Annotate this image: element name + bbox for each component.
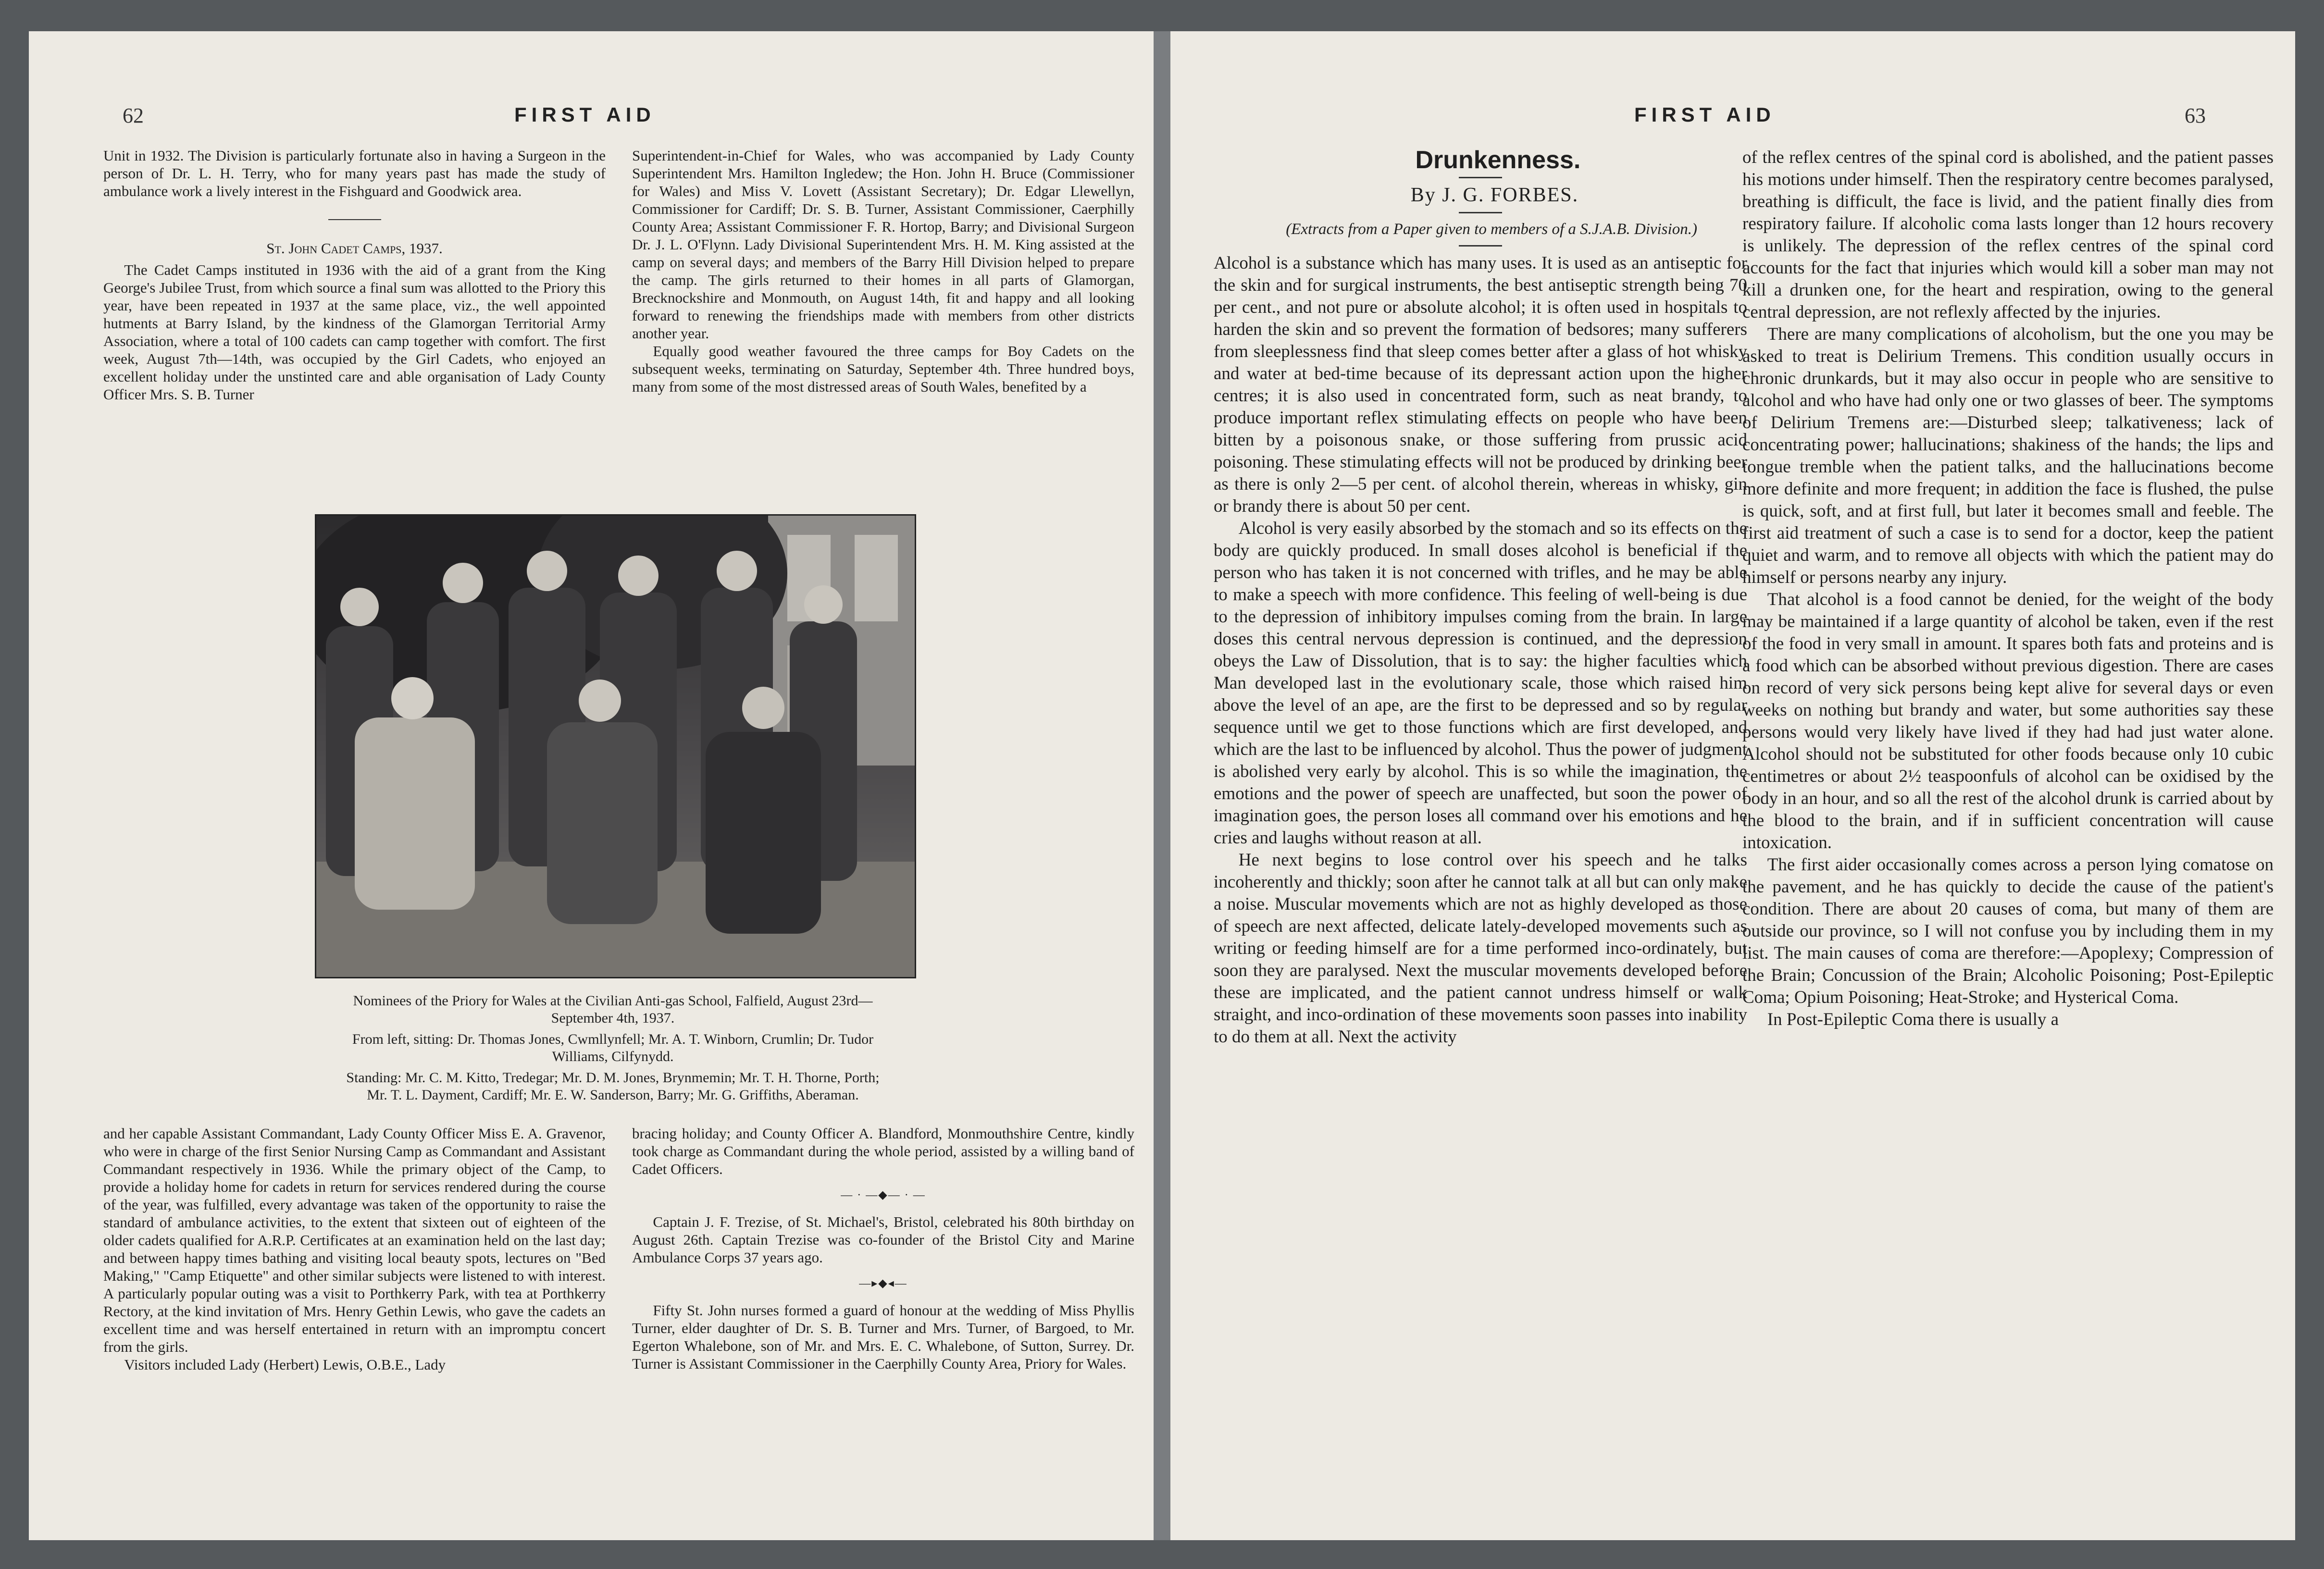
article-column-2: [1742, 147, 2274, 1031]
paragraph: Alcohol is a substance which has many uses. It is used as an antiseptic for the skin and for surgical instruments, the best antiseptic strength being 70 per cent., and not pure or absolute alcohol; it is often used in hospitals to harden the skin and so prevent the formation of bedsores; many sufferers from sleeplessness find that sleep comes better after a glass of hot whisky and water at bed-time because of its depressant action upon the higher centres; it is also used in concentrated form, such as neat brandy, to produce important reflex stimulating effects on people who have been bitten by a poisonous snake, or those suffering from prussic acid poisoning. These stimulating effects will not be produced by drinking beer as there is only 2—5 per cent. of alcohol therein, whereas in whisky, gin or brandy there is about 50 per cent.: [1214, 253, 1747, 516]
paragraph: He next begins to lose control over his speech and he talks incoherently and thickly; soon after he cannot talk at all but can only make a noise. Muscular movements which are not as highly developed as those of speech are next affected, delicate lately-developed movements such as writing or feeding himself are for a time performed inco-ordinately, but soon they are paralysed. Next the muscular movements developed before these are implicated, and the patient cannot undress himself or walk straight, and inco-ordination of these movements soon passes into inability to do them at all. Next the activity: [1214, 850, 1747, 1047]
paragraph: In Post-Epileptic Coma there is usually a: [1767, 1010, 2059, 1029]
group-photo-image: [316, 516, 915, 977]
paragraph: Alcohol is very easily absorbed by the stomach and so its effects on the body are quickly produced. In small doses alcohol is beneficial if the person who has taken it is not concerned with trifles, and he may be able to make a speech with more confidence. This feeling of well-being is due to the depression of inhibitory impulses coming from the brain. In large doses this central nervous depression is continued, and the depression obeys the Law of Dissolution, that is to say: the higher faculties which Man developed last in the evolutionary scale, those which raised him above the level of an ape, are the first to be depressed and so by regular sequence until we get to those functions which are first developed, and which are the last to be influenced by alcohol. Thus the power of judgment is abolished very early by alcohol. This is so while the imagination, the emotions and the power of speech are unaffected, but soon the power of imagination goes, the person loses all command over his emotions and he cries and laughs without reason at all.: [1214, 519, 1747, 848]
article-byline: By J. G. FORBES.: [1410, 184, 1579, 206]
article-column-1: [1214, 146, 1747, 1048]
paragraph: The Cadet Camps instituted in 1936 with the aid of a grant from the King George's Jubilee Trust, from which source a final sum was allotted to the Priory this year, have been repeated in 1937 at the same place, viz., the well appointed hutments at Barry Island, by the kindness of the Glamorgan Territorial Army Association, where a total of 100 cadets can camp together with comfort. The first week, August 7th—14th, was occupied by the Girl Cadets, who enjoyed an excellent holiday under the unstinted care and able organisation of Lady County Officer Mrs. S. B. Turner: [103, 261, 606, 403]
paragraph: Superintendent-in-Chief for Wales, who was accompanied by Lady County Superintendent Mrs. Hamilton Ingledew; the Hon. John H. Bruce (Commissioner for Wales) and Miss V. Lovett (Assistant Secretary); Dr. Edgar Llewellyn, Commissioner for Cardiff; Dr. S. B. Turner, Assistant Commissioner, Caerphilly County Area; Assistant Commissioner F. R. Hortop, Barry; and Divisional Surgeon Dr. J. L. O'Flynn. Lady Divisional Superintendent Mrs. H. M. King assisted at the camp on several days; and members of the Barry Hill Division helped to prepare the camp. The girls returned to their homes in all parts of Glamorgan, Brecknockshire and Monmouth, on August 14th, fit and happy and all looking forward to renewing the friendships made with members from other districts another year.: [632, 147, 1134, 342]
extract-note: (Extracts from a Paper given to members of a S.J.A.B. Division.): [1286, 221, 1697, 238]
section-heading: St. John Cadet Camps, 1937.: [266, 240, 443, 257]
paragraph: That alcohol is a food cannot be denied, for the weight of the body may be maintained if a large quantity of alcohol be taken, even if the rest of the food in very small in amount. It spares both fats and proteins and is a food which can be absorbed without previous digestion. There are cases on record of very sick persons being kept alive for several days or even weeks on nothing but brandy and water, but some authorities say these persons would very likely have lived if they had had just water alone. Alcohol should not be substituted for other foods because only 10 cubic centimetres or about 2½ teaspoonfuls of alcohol can be oxidised by the body in an hour, and so all the rest of the alcohol drunk is carried about by the blood to the brain, and if in sufficient concentration will cause intoxication.: [1742, 590, 2274, 852]
article-title: Drunkenness.: [1415, 146, 1581, 174]
paragraph: Unit in 1932. The Division is particularly fortunate also in having a Surgeon in the person of Dr. L. H. Terry, who for many years past has made the study of ambulance work a lively interest in the Fishguard and Goodwick area.: [103, 147, 606, 199]
byline-rule: [1459, 212, 1502, 213]
paragraph: The first aider occasionally comes across a person lying comatose on the pavement, and he has quickly to decide the cause of the patient's condition. There are about 20 causes of coma, but many of them are outside our province, so I will not confuse you by including them in my list. The main causes of coma are therefore:—Apoplexy; Compression of the Brain; Concussion of the Brain; Alcoholic Poisoning; Post-Epileptic Coma; Opium Poisoning; Heat-Stroke; and Hysterical Coma.: [1742, 855, 2274, 1007]
page-number: 63: [2185, 104, 2206, 127]
paragraph: Captain J. F. Trezise, of St. Michael's, Bristol, celebrated his 80th birthday on August 26th. Captain Trezise was co-founder of the Bristol City and Marine Ambulance Corps 37 years ago.: [632, 1213, 1134, 1266]
caption-line: Nominees of the Priory for Wales at the Civilian Anti-gas School, Falfield, August 23rd—September 4th, 1937.: [353, 993, 873, 1026]
title-rule: [1459, 177, 1502, 178]
left-column-bottom: [103, 1124, 606, 1373]
running-head: FIRST AID: [514, 103, 656, 126]
caption-line: Standing: Mr. C. M. Kitto, Tredegar; Mr. D. M. Jones, Brynmemin; Mr. T. H. Thorne, Porth; Mr. T. L. Dayment, Cardiff; Mr. E. W. Sanderson, Barry; Mr. G. Griffiths, Aberaman.: [346, 1070, 880, 1103]
paragraph: bracing holiday; and County Officer A. Blandford, Monmouthshire Centre, kindly took charge as Commandant during the whole period, assisted by a willing band of Cadet Officers.: [632, 1125, 1134, 1177]
paragraph: Equally good weather favoured the three camps for Boy Cadets on the subsequent weeks, terminating on Saturday, September 4th. Three hundred boys, many from some of the most distressed areas of South Wales, benefited by a: [632, 343, 1134, 395]
extract-rule: [1459, 245, 1502, 247]
section-rule: [328, 219, 381, 220]
right-column-top: [632, 147, 1134, 395]
paragraph: and her capable Assistant Commandant, Lady County Officer Miss E. A. Gravenor, who were in charge of the first Senior Nursing Camp as Commandant and Assistant Commandant respectively in 1936. While the primary object of the Camp, to provide a holiday home for cadets in return for services rendered during the course of the year, was fulfilled, every advantage was taken of the opportunity to raise the standard of ambulance activities, to the extent that sixteen out of eighteen of the older cadets qualified for A.R.P. Certificates at an examination held on the last day; and between happy times bathing and visiting local beauty spots, lectures on "Bed Making," "Camp Etiquette" and other similar subjects were listened to with interest. A particularly popular outing was a visit to Porthkerry Park, with tea at Porthkerry Rectory, at the kind invitation of Mrs. Henry Gethin Lewis, who gave the cadets an excellent time and was herself entertained in return with an impromptu concert from the girls.: [103, 1125, 606, 1355]
ornament-divider: — · —◆— · —: [841, 1189, 926, 1201]
photo-caption: [341, 992, 884, 1108]
caption-line: From left, sitting: Dr. Thomas Jones, Cwmllynfell; Mr. A. T. Winborn, Crumlin; Dr. Tudor Williams, Cilfynydd.: [352, 1031, 874, 1064]
paragraph: of the reflex centres of the spinal cord is abolished, and the patient passes his motions under himself. Then the respiratory centre becomes paralysed, breathing is difficult, the face is livid, and the patient finally dies from respiratory failure. If alcoholic coma lasts longer than 12 hours recovery is unlikely. The depression of the reflex centres of the spinal cord accounts for the fact that injuries which would kill a sober man may not kill a drunken one, for the heart and respiration, owing to the general central depression, are not reflexly affected by the injuries.: [1742, 148, 2274, 322]
paragraph: There are many complications of alcoholism, but the one you may be asked to treat is Delirium Tremens. This condition usually occurs in chronic drunkards, but it may also occur in people who are sensitive to alcohol and who have had only one or two glasses of beer. The symptoms of Delirium Tremens are:—Disturbed sleep; talkativeness; lack of concentrating power; hallucinations; shakiness of the hands; the lips and tongue tremble when the patient talks, and the hallucinations become more definite and more frequent; in addition the face is flushed, the pulse is quick, soft, and at first full, but later it becomes small and feeble. The first aid treatment of such a case is to send for a doctor, keep the patient quiet and warm, and to remove all objects with which the patient may do himself or persons nearby any injury.: [1742, 324, 2274, 587]
ornament-divider: —▸◆◂—: [859, 1277, 907, 1290]
paragraph: Visitors included Lady (Herbert) Lewis, O.B.E., Lady: [124, 1356, 446, 1373]
right-page: [1170, 31, 2295, 1540]
book-gutter: [1154, 31, 1170, 1540]
group-photograph: [315, 514, 916, 978]
left-column-top: [103, 147, 606, 403]
running-head: FIRST AID: [1634, 103, 1776, 126]
paragraph: Fifty St. John nurses formed a guard of honour at the wedding of Miss Phyllis Turner, elder daughter of Dr. S. B. Turner and Mrs. Turner, of Bargoed, to Mr. Egerton Whalebone, son of Mr. and Mrs. E. C. Whalebone, of Sutton, Surrey. Dr. Turner is Assistant Commissioner in the Caerphilly County Area, Priory for Wales.: [632, 1302, 1134, 1372]
left-page: [29, 31, 1154, 1540]
right-column-bottom: [632, 1124, 1134, 1372]
page-number: 62: [123, 104, 144, 127]
